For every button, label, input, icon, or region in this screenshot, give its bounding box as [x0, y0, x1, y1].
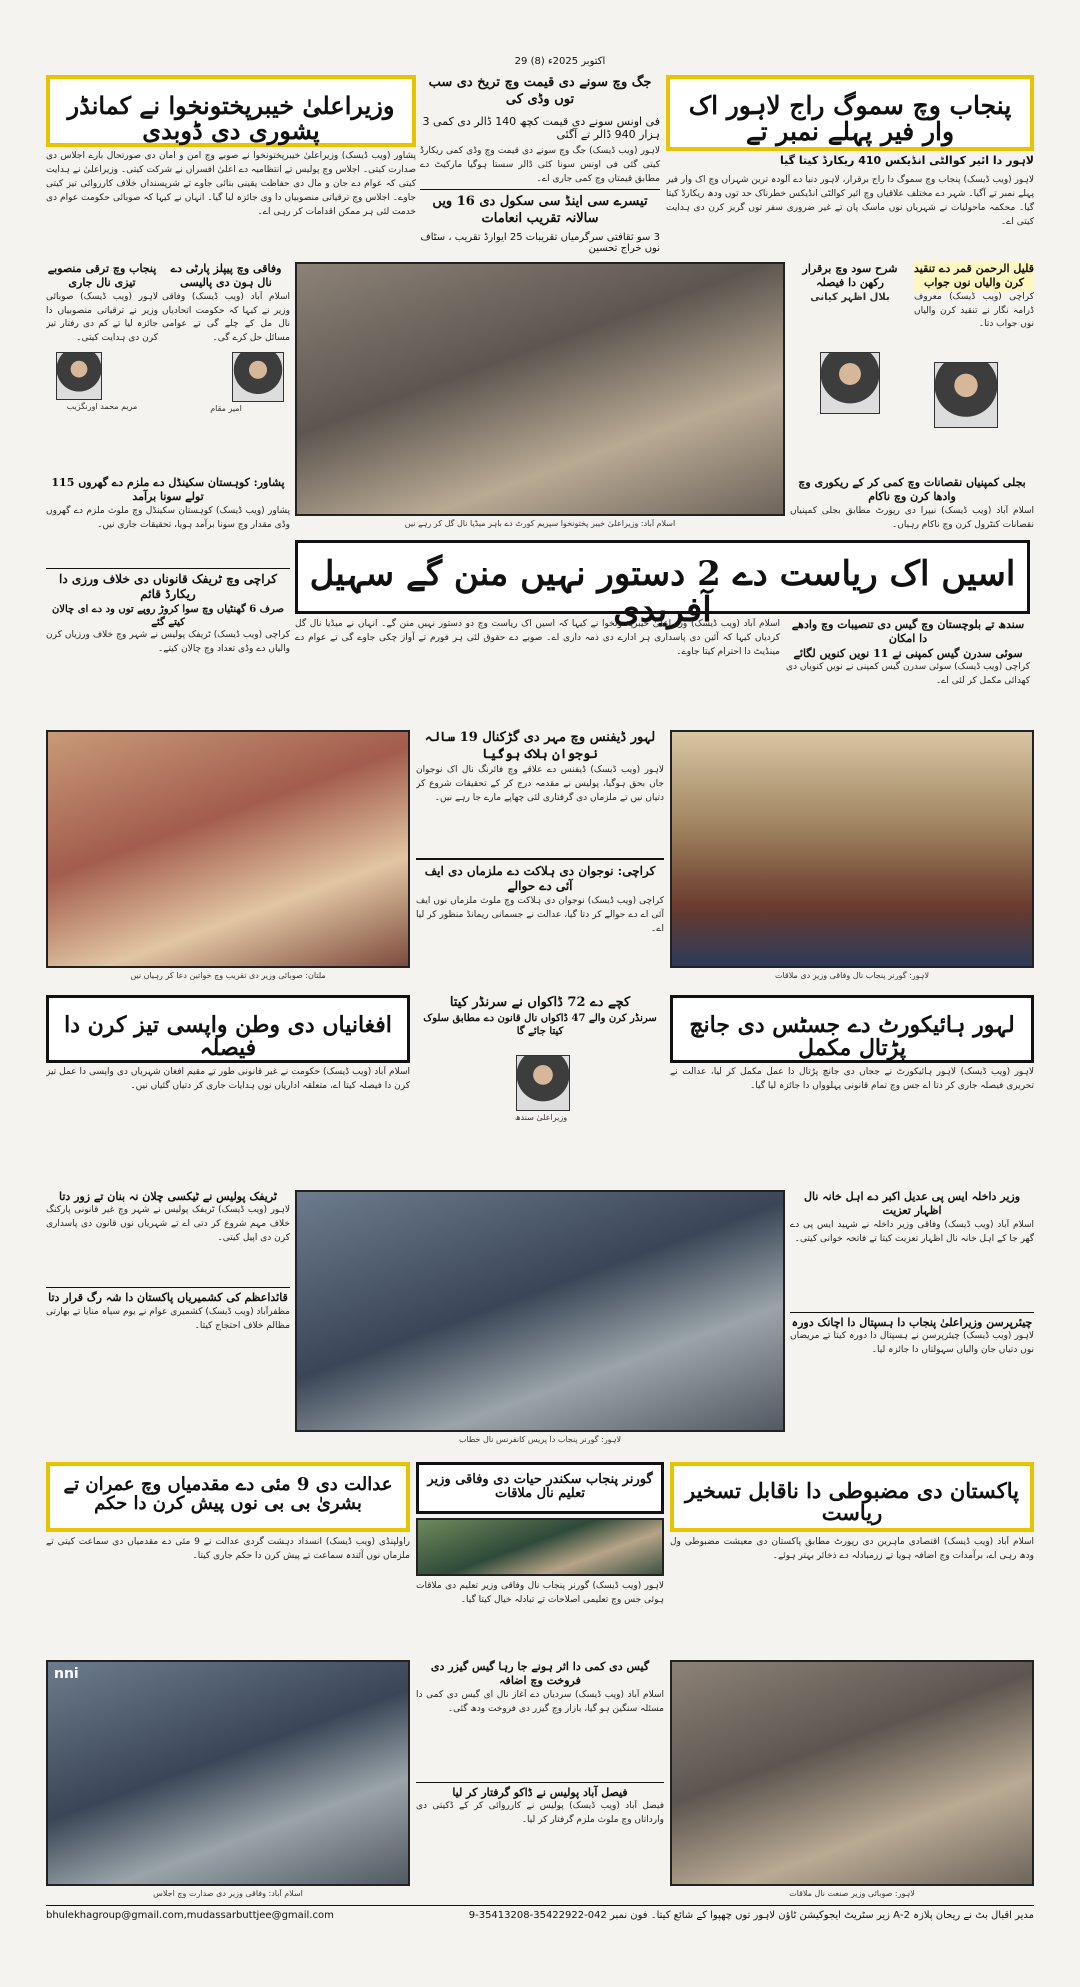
bottom-center-headline-box — [416, 1462, 664, 1514]
bottom-right-caption: لاہور: صوبائی وزیر صنعت نال ملاقات — [789, 1889, 915, 1898]
portrait-photo — [934, 362, 998, 428]
bottom-left-headline-box — [46, 1462, 410, 1532]
bottom-center-headline: گورنر پنجاب سکندر حیات دی وفاقی وزیر تعلیم نال ملاقات — [427, 1472, 653, 1501]
big-headline-box — [295, 540, 1030, 630]
watermark: nni — [54, 1666, 79, 1682]
top-left-headline-box — [46, 75, 416, 147]
bottom-right-headline-box — [670, 1462, 1034, 1532]
right-story-3: سوئی سدرن گیس کمپنی نے 11 نویں کنویں لگائے — [793, 646, 1023, 660]
right-photo-caption: لاہور: گورنر پنجاب نال وفاقی وزیر دی ملاقات — [774, 971, 930, 980]
bottom-center-photo — [416, 1518, 664, 1576]
right-photo — [670, 730, 1034, 968]
lower-right-story: وزیر داخلہ ایس پی عدیل اکبر دے اہل خانہ نال اظہار تعزیت — [803, 1190, 1021, 1218]
main-photo — [295, 262, 785, 516]
lower-center-photo-caption: لاہور: گورنر پنجاب دا پریس کانفرنس نال خطاب — [458, 1435, 622, 1444]
footer-imprint: مدیر اقبال بٹ نے ریحان پلازہ 2-A زیر سٹریٹ ایجوکیشن ٹاؤن لاہور توں چھپوا کے شائع کیتا۔ فون نمبر 042-35422922-35413208-9 — [468, 1910, 1034, 1921]
mid-left-column-1: پنجاب وچ ترقی منصوبے تیزی نال جاری لاہور (ویب ڈیسک) صوبائی وزیر نے ترقیاتی منصوبیاں دا جائزہ لیا تے کم دی رفتار تیز کرن دی ہدایت کیتی۔ مریم محمد اورنگزیب — [46, 262, 158, 411]
top-right-body: لاہور (ویب ڈیسک) پنجاب وچ سموگ دا راج برقرار، لاہور دنیا دے آلودہ ترین شہراں وچ اک وار فیر پہلے نمبر تے آگیا۔ شہر دے مختلف علاقیاں وچ ائیر کوالٹی انڈیکس خطرناک حد توں ودھ ریکارڈ کیتا گیا۔ محکمہ ماحولیات نے شہریاں نوں ماسک پان تے غیر ضروری سفر توں گریز کرن دی ہدایت کیتی اے۔ — [666, 175, 1034, 227]
newspaper-page: 29 اکتوبر 2025ء (8) وزیراعلیٰ خیبرپختونخوا نے کمانڈر پشوری دی ڈوبدی پنجاب وچ سموگ راج لاہور اک وار فیر پہلے نمبر تے جگ وچ سونے دی قیمت وچ تریخ دی سب توں وڈی کی فی اونس سونے دی قیمت کچھ 140 ڈالر دی کمی 3 ہزار 940 ڈالر تے آگئی لاہور (ویب ڈیسک) جگ وچ سونے دی قیمت وچ وڈی کمی ریکارڈ کیتی گئی فی اونس سونا کئی ڈالر سستا ہوگیا مارکیٹ دے مطابق قیمتاں وچ کمی جاری اے۔ تیسرے سی اینڈ سی سکول دی 16 ویں سالانہ تقریب انعامات 3 سو ثقافتی سرگرمیاں تقریبات 25 ایوارڈ تقریب ، سٹاف نوں خراج تحسین پشاور (ویب ڈیسک) وزیراعلیٰ خیبرپختونخوا نے صوبے وچ امن و امان دی صورتحال بارے اجلاس دی صدارت کیتی۔ اجلاس وچ پولیس تے انتظامیہ دے اعلیٰ افسراں نے شرکت کیتی۔ وزیراعلیٰ نے ہدایت کیتی کہ عوام دے جان و مال دی حفاظت یقینی بنائی جاوے تے شرپسنداں خلاف کارروائی تیز کیتی جاوے۔ اجلاس وچ ترقیاتی منصوبیاں دا وی جائزہ لیا گیا۔ انہاں نے کیہا کہ صوبائی حکومت عوام دی خدمت لئی ہر ممکن اقدامات کر رہی اے۔ لاہور دا ائیر کوالٹی انڈیکس 410 ریکارڈ کیتا گیا لاہور (ویب ڈیسک) پنجاب وچ سموگ دا راج برقرار، لاہور دنیا دے آلودہ ترین شہراں وچ اک وار فیر پہلے نمبر تے آگیا۔ شہر دے مختلف علاقیاں وچ ائیر کوالٹی انڈیکس خطرناک حد توں ودھ ریکارڈ کیتا گیا۔ محکمہ ماحولیات نے شہریاں نوں ماسک پان تے غیر ضروری سفر توں گریز کرن دی ہدایت کیتی اے۔ پنجاب وچ ترقی منصوبے تیزی نال جاری لاہور (ویب ڈیسک) صوبائی وزیر نے ترقیاتی منصوبیاں دا جائزہ لیا تے کم دی رفتار تیز کرن دی ہدایت کیتی۔ مریم محمد اورنگزیب وفاقی وچ پیپلز پارٹی دے نال ہون دی پالیسی اسلام آباد (ویب ڈیسک) وفاقی وزیر نے کیہا کہ حکومت اتحادیاں نال مل کے چلے گی تے عوامی مسائل حل کرے گی۔ امیر مقام اسلام آباد: وزیراعلیٰ خیبر پختونخوا سپریم کورٹ دے باہر میڈیا نال گل کر رہے نیں قلیل الرحمن قمر دے تنقید کرن والیاں نوں جواب کراچی (ویب ڈیسک) معروف ڈرامہ نگار نے تنقید کرن والیاں نوں جواب دتا۔ شرح سود وچ برقرار رکھن دا فیصلہ بلال اظہر کیانی پشاور: کوہستان سکینڈل دے ملزم دے گھروں 115 تولے سونا برآمد پشاور (ویب ڈیسک) کوہستان سکینڈل وچ ملوث ملزم دے گھروں وڈی مقدار وچ سونا برآمد ہویا، تحقیقات جاری نیں۔ کراچی وچ ٹریفک قانوناں دی خلاف ورزی دا ریکارڈ قائم صرف 6 گھنٹیاں وچ سوا کروڑ روپے توں ود دے ای چالان کیتے گئے کراچی (ویب ڈیسک) ٹریفک پولیس نے شہر وچ خلاف ورزیاں کرن والیاں دے وڈی تعداد وچ چالان کیتے۔ اسیں اک ریاست دے 2 دستور نہیں منن گے سہیل آفریدی بجلی کمپنیاں نقصانات وچ کمی کر کے ریکوری وچ وادھا کرن وچ ناکام اسلام آباد (ویب ڈیسک) نیپرا دی رپورٹ مطابق بجلی کمپنیاں نقصانات کنٹرول کرن وچ ناکام رہیاں۔ سندھ تے بلوچستان وچ گیس دی تنصیبات وچ وادھے دا امکان سوئی سدرن گیس کمپنی نے 11 نویں کنویں لگائے کراچی (ویب ڈیسک) سوئی سدرن گیس کمپنی نے نویں کنویاں دی کھدائی مکمل کر لئی اے۔ اسلام آباد (ویب ڈیسک) وزیراعلیٰ خیبرپختونخوا نے کیہا کہ اسیں اک ریاست وچ دو دستور نہیں منن گے۔ انہاں نے میڈیا نال گل کردیاں کیہا کہ آئین دی پاسداری ہر ادارے دی ذمہ داری اے۔ صوبے دے حقوق لئی ہر فورم تے آواز چکی جاوے گی تے عوام دے مینڈیٹ دا احترام کیتا جاوے۔ ملتان: صوبائی وزیر دی تقریب وچ خواتین دعا کر رہیاں نیں لاہور: گورنر پنجاب نال وفاقی وزیر دی ملاقات لہور ڈیفنس وچ مہر دی گڑکنال 19 سالہ نوجوان ہلاک ہوگیا لاہور (ویب ڈیسک) ڈیفنس دے علاقے وچ فائرنگ نال اک نوجوان جاں بحق ہوگیا، پولیس نے مقدمہ درج کر کے تحقیقات شروع کر دتیاں نیں تے ملزماں دی گرفتاری لئی چھاپے مارے جا رہے نیں۔ کراچی: نوجوان دی ہلاکت دے ملزماں دی ایف آئی دے حوالے کراچی (ویب ڈیسک) نوجوان دی ہلاکت وچ ملوث ملزماں نوں ایف آئی اے دے حوالے کر دتا گیا، عدالت نے جسمانی ریمانڈ منظور کر لیا اے۔ لہور ہائیکورٹ دے جسٹس دی جانچ پڑتال مکمل افغانیاں دی وطن واپسی تیز کرن دا فیصلہ کچے دے 72 ڈاکواں نے سرنڈر کیتا سرنڈر کرن والے 47 ڈاکواں نال قانون دے مطابق سلوک کیتا جائے گا وزیراعلیٰ سندھ لاہور (ویب ڈیسک) لاہور ہائیکورٹ نے ججاں دی جانچ پڑتال دا عمل مکمل کر لیا، عدالت نے تحریری فیصلہ جاری کر دتا اے جس وچ تمام قانونی پہلوواں دا جائزہ لیا گیا۔ اسلام آباد (ویب ڈیسک) حکومت نے غیر قانونی طور تے مقیم افغان شہریاں دی واپسی دا عمل تیز کرن دا فیصلہ کیتا اے، متعلقہ اداریاں نوں ہدایات جاری کر دتیاں گئیاں نیں۔ لاہور: گورنر پنجاب دا پریس کانفرنس نال خطاب ٹریفک پولیس نے ٹیکسی چلان نہ بنان تے زور دتا لاہور (ویب ڈیسک) ٹریفک پولیس نے شہر وچ غیر قانونی پارکنگ خلاف مہم شروع کر دتی اے تے شہریاں نوں قانون دی پاسداری کرن دی اپیل کیتی۔ قائداعظم کی کشمیریاں پاکستان دا شہ رگ قرار دتا مظفرآباد (ویب ڈیسک) کشمیری عوام نے یوم سیاہ منایا تے بھارتی مظالم خلاف احتجاج کیتا۔ وزیر داخلہ ایس پی عدیل اکبر دے اہل خانہ نال اظہار تعزیت اسلام آباد (ویب ڈیسک) وفاقی وزیر داخلہ نے شہید ایس پی دے گھر جا کے اہل خانہ نال اظہار تعزیت کیتا تے فاتحہ خوانی کیتی۔ چیئرپرسن وزیراعلیٰ پنجاب دا ہسپتال دا اچانک دورہ لاہور (ویب ڈیسک) چیئرپرسن نے ہسپتال دا دورہ کیتا تے مریضاں نوں دتیاں جان والیاں سہولتاں دا جائزہ لیا۔ پاکستان دی مضبوطی دا ناقابل تسخیر ریاست عدالت دی 9 مئی دے مقدمیاں وچ عمران تے بشریٰ بی بی نوں پیش کرن دا حکم گورنر پنجاب سکندر حیات دی وفاقی وزیر تعلیم نال ملاقات اسلام آباد (ویب ڈیسک) اقتصادی ماہرین دی رپورٹ مطابق پاکستان دی معیشت مضبوطی ول ودھ رہی اے، برآمدات وچ اضافہ ہویا تے زرمبادلہ دے ذخائر بہتر ہوئے۔ راولپنڈی (ویب ڈیسک) انسداد دہشت گردی عدالت نے 9 مئی دے مقدمیاں دی سماعت کیتی تے ملزماں نوں آئندہ سماعت تے پیش کرن دا حکم جاری کیتا۔ لاہور (ویب ڈیسک) گورنر پنجاب نال وفاقی وزیر تعلیم دی ملاقات ہوئی جس وچ تعلیمی اصلاحات تے تبادلہ خیال کیتا گیا۔ nni اسلام آباد: وفاقی وزیر دی صدارت وچ اجلاس لاہور: صوبائی وزیر صنعت نال ملاقات گیس دی کمی دا اثر ہونے جا رہا گیس گیزر دی فروخت وچ اضافہ اسلام آباد (ویب ڈیسک) سردیاں دے آغاز نال ای گیس دی کمی دا مسئلہ سنگین ہو گیا، بازار وچ گیزر دی فروخت ودھ گئی۔ فیصل آباد پولیس نے ڈاکو گرفتار کر لیا فیصل آباد (ویب ڈیسک) پولیس نے کارروائی کر کے ڈکیتی دی وارداتاں وچ ملوث ملزم گرفتار کر لیا۔ bhulekhagroup@gmail.com,mudassarbuttjee@gmail.com مدیر اقبال بٹ نے ریحان پلازہ 2-A زیر سٹریٹ ایجوکیشن ٹاؤن لاہور توں چھپوا کے شائع کیتا۔ فون نمبر 042-35422922-35413208-9 — [0, 0, 1080, 1987]
name-right: امیر مقام — [210, 404, 242, 413]
mid-left-headline-1: پنجاب وچ ترقی منصوبے تیزی نال جاری — [47, 262, 157, 290]
bottom-right-photo — [670, 1660, 1034, 1886]
lower-left-headline-box — [46, 995, 410, 1063]
footer — [46, 1910, 1034, 1930]
mid-right-story: بجلی کمپنیاں نقصانات وچ کمی کر کے ریکوری وچ وادھا کرن وچ ناکام اسلام آباد (ویب ڈیسک) نیپرا دی رپورٹ مطابق بجلی کمپنیاں نقصانات کنٹرول کرن وچ ناکام رہیاں۔ — [790, 476, 1034, 530]
left-photo — [46, 730, 410, 968]
masthead — [500, 56, 620, 72]
top-right-headline-box — [666, 75, 1034, 151]
lower-right-story-2: چیئرپرسن وزیراعلیٰ پنجاب دا ہسپتال دا اچانک دورہ — [791, 1315, 1033, 1329]
mid-left-stories: پشاور: کوہستان سکینڈل دے ملزم دے گھروں 115 تولے سونا برآمد پشاور (ویب ڈیسک) کوہستان سکینڈل وچ ملوث ملزم دے گھروں وڈی مقدار وچ سونا برآمد ہویا، تحقیقات جاری نیں۔ کراچی وچ ٹریفک قانوناں دی خلاف ورزی دا ریکارڈ قائم صرف 6 گھنٹیاں وچ سوا کروڑ روپے توں ود دے ای چالان کیتے گئے کراچی (ویب ڈیسک) ٹریفک پولیس نے شہر وچ خلاف ورزیاں کرن والیاں دے وڈی تعداد وچ چالان کیتے۔ — [46, 476, 290, 654]
center-headline-3: کچے دے 72 ڈاکواں نے سرنڈر کیتا — [449, 995, 631, 1010]
top-right-story — [666, 154, 1034, 258]
lower-right-headline: لہور ہائیکورٹ دے جسٹس دی جانچ پڑتال مکمل — [689, 1012, 1015, 1062]
aqi-sub: لاہور دا ائیر کوالٹی انڈیکس 410 ریکارڈ کیتا گیا — [779, 154, 1034, 167]
left-story-2: کراچی وچ ٹریفک قانوناں دی خلاف ورزی دا ریکارڈ قائم — [59, 571, 277, 602]
main-photo-caption: اسلام آباد: وزیراعلیٰ خیبر پختونخوا سپریم کورٹ دے باہر میڈیا نال گل کر رہے نیں — [404, 519, 676, 528]
bottom-right-headline: پاکستان دی مضبوطی دا ناقابل تسخیر ریاست — [684, 1478, 1019, 1526]
right-story-1: بجلی کمپنیاں نقصانات وچ کمی کر کے ریکوری وچ وادھا کرن وچ ناکام — [798, 476, 1026, 504]
big-headline-story: سندھ تے بلوچستان وچ گیس دی تنصیبات وچ وادھے دا امکان سوئی سدرن گیس کمپنی نے 11 نویں کنویں لگائے کراچی (ویب ڈیسک) سوئی سدرن گیس کمپنی نے نویں کنویاں دی کھدائی مکمل کر لئی اے۔ اسلام آباد (ویب ڈیسک) وزیراعلیٰ خیبرپختونخوا نے کیہا کہ اسیں اک ریاست وچ دو دستور نہیں منن گے۔ انہاں نے میڈیا نال گل کردیاں کیہا کہ آئین دی پاسداری ہر ادارے دی ذمہ داری اے۔ صوبے دے حقوق لئی ہر فورم تے آواز چکی جاوے گی تے عوام دے مینڈیٹ دا احترام کیتا جاوے۔ — [295, 618, 1030, 686]
mid-right-columns: قلیل الرحمن قمر دے تنقید کرن والیاں نوں جواب کراچی (ویب ڈیسک) معروف ڈرامہ نگار نے تنقید کرن والیاں نوں جواب دتا۔ شرح سود وچ برقرار رکھن دا فیصلہ بلال اظہر کیانی — [790, 262, 1034, 470]
left-story-1: پشاور: کوہستان سکینڈل دے ملزم دے گھروں 115 تولے سونا برآمد — [51, 476, 285, 504]
lower-left-story-2: قائداعظم کی کشمیریاں پاکستان دا شہ رگ قرار دتا — [48, 1291, 288, 1305]
footer-email: bhulekhagroup@gmail.com,mudassarbuttjee@gmail.com — [46, 1910, 334, 1921]
footer-rule — [46, 1905, 1034, 1906]
middle-sub-2: 3 سو ثقافتی سرگرمیاں تقریبات 25 ایوارڈ تقریب ، سٹاف نوں خراج تحسین — [420, 231, 660, 254]
name-left: مریم محمد اورنگزیب — [66, 402, 138, 411]
left-photo-caption: ملتان: صوبائی وزیر دی تقریب وچ خواتین دعا کر رہیاں نیں — [130, 971, 326, 980]
page-date: 29 اکتوبر 2025ء — [514, 56, 606, 67]
middle-headline-1: جگ وچ سونے دی قیمت وچ تریخ دی سب توں وڈی کی — [428, 75, 652, 107]
lower-center-photo — [295, 1190, 785, 1432]
lower-left-story: ٹریفک پولیس نے ٹیکسی چلان نہ بنان تے زور دتا — [59, 1190, 277, 1203]
lower-left-headline: افغانیاں دی وطن واپسی تیز کرن دا فیصلہ — [64, 1012, 392, 1062]
bottom-left-headline: عدالت دی 9 مئی دے مقدمیاں وچ عمران تے بشریٰ بی بی نوں پیش کرن دا حکم — [63, 1474, 393, 1514]
top-right-headline: پنجاب وچ سموگ راج لاہور اک وار فیر پہلے نمبر تے — [688, 91, 1012, 147]
bottom-center-stories: گیس دی کمی دا اثر ہونے جا رہا گیس گیزر دی فروخت وچ اضافہ اسلام آباد (ویب ڈیسک) سردیاں دے آغاز نال ای گیس دی کمی دا مسئلہ سنگین ہو گیا، بازار وچ گیزر دی فروخت ودھ گئی۔ فیصل آباد پولیس نے ڈاکو گرفتار کر لیا فیصل آباد (ویب ڈیسک) پولیس نے کارروائی کر کے ڈکیتی دی وارداتاں وچ ملوث ملزم گرفتار کر لیا۔ — [416, 1660, 664, 1825]
top-left-body: پشاور (ویب ڈیسک) وزیراعلیٰ خیبرپختونخوا نے صوبے وچ امن و امان دی صورتحال بارے اجلاس دی صدارت کیتی۔ اجلاس وچ پولیس تے انتظامیہ دے اعلیٰ افسراں نے شرکت کیتی۔ وزیراعلیٰ نے ہدایت کیتی کہ عوام دے جان و مال دی حفاظت یقینی بنائی جاوے تے شرپسنداں خلاف کارروائی تیز کیتی جاوے۔ اجلاس وچ ترقیاتی منصوبیاں دا وی جائزہ لیا گیا۔ انہاں نے کیہا کہ صوبائی حکومت عوام دی خدمت لئی ہر ممکن اقدامات کر رہی اے۔ — [46, 151, 416, 217]
middle-sub-1: فی اونس سونے دی قیمت کچھ 140 ڈالر دی کمی 3 ہزار 940 ڈالر تے آگئی — [422, 114, 660, 141]
center-headline-2: کراچی: نوجوان دی ہلاکت دے ملزماں دی ایف آئی دے حوالے — [424, 863, 656, 894]
big-headline: اسیں اک ریاست دے 2 دستور نہیں منن گے — [405, 554, 1016, 594]
lower-center-column: لہور ڈیفنس وچ مہر دی گڑکنال 19 سالہ نوجوان ہلاک ہوگیا لاہور (ویب ڈیسک) ڈیفنس دے علاقے وچ فائرنگ نال اک نوجوان جاں بحق ہوگیا، پولیس نے مقدمہ درج کر کے تحقیقات شروع کر دتیاں نیں تے ملزماں دی گرفتاری لئی چھاپے مارے جا رہے نیں۔ کراچی: نوجوان دی ہلاکت دے ملزماں دی ایف آئی دے حوالے کراچی (ویب ڈیسک) نوجوان دی ہلاکت وچ ملوث ملزماں نوں ایف آئی اے دے حوالے کر دتا گیا، عدالت نے جسمانی ریمانڈ منظور کر لیا اے۔ — [416, 730, 664, 934]
mid-left-column-2: وفاقی وچ پیپلز پارٹی دے نال ہون دی پالیسی اسلام آباد (ویب ڈیسک) وفاقی وزیر نے کیہا کہ حکومت اتحادیاں نال مل کے چلے گی تے عوامی مسائل حل کرے گی۔ امیر مقام — [162, 262, 290, 413]
big-headline-name: سہیل آفریدی — [309, 554, 712, 630]
bottom-center-story-1: گیس دی کمی دا اثر ہونے جا رہا گیس گیزر دی فروخت وچ اضافہ — [430, 1660, 650, 1688]
lower-left-stories: ٹریفک پولیس نے ٹیکسی چلان نہ بنان تے زور دتا لاہور (ویب ڈیسک) ٹریفک پولیس نے شہر وچ غیر قانونی پارکنگ خلاف مہم شروع کر دتی اے تے شہریاں نوں قانون دی پاسداری کرن دی اپیل کیتی۔ قائداعظم کی کشمیریاں پاکستان دا شہ رگ قرار دتا مظفرآباد (ویب ڈیسک) کشمیری عوام نے یوم سیاہ منایا تے بھارتی مظالم خلاف احتجاج کیتا۔ — [46, 1190, 290, 1331]
top-left-headline: وزیراعلیٰ خیبرپختونخوا نے کمانڈر پشوری دی ڈوبدی — [67, 91, 395, 146]
bottom-left-photo — [46, 1660, 410, 1886]
center-name: وزیراعلیٰ سندھ — [514, 1113, 568, 1122]
bottom-left-caption: اسلام آباد: وفاقی وزیر دی صدارت وچ اجلاس — [153, 1889, 303, 1898]
center-headline-1: لہور ڈیفنس وچ مہر دی گڑکنال 19 سالہ نوجوان ہلاک ہوگیا — [424, 730, 656, 762]
mid-right-headline-1: قلیل الرحمن قمر دے تنقید کرن والیاں نوں جواب — [914, 262, 1034, 290]
top-middle-column — [420, 75, 660, 257]
right-story-2: سندھ تے بلوچستان وچ گیس دی تنصیبات وچ وادھے دا امکان — [791, 618, 1025, 646]
lower-right-stories: وزیر داخلہ ایس پی عدیل اکبر دے اہل خانہ نال اظہار تعزیت اسلام آباد (ویب ڈیسک) وفاقی وزیر داخلہ نے شہید ایس پی دے گھر جا کے اہل خانہ نال اظہار تعزیت کیتا تے فاتحہ خوانی کیتی۔ چیئرپرسن وزیراعلیٰ پنجاب دا ہسپتال دا اچانک دورہ لاہور (ویب ڈیسک) چیئرپرسن نے ہسپتال دا دورہ کیتا تے مریضاں نوں دتیاں جان والیاں سہولتاں دا جائزہ لیا۔ — [790, 1190, 1034, 1355]
mid-left-headline-2: وفاقی وچ پیپلز پارٹی دے نال ہون دی پالیسی — [170, 262, 282, 290]
lower-right-headline-box — [670, 995, 1034, 1063]
middle-body-1: لاہور (ویب ڈیسک) جگ وچ سونے دی قیمت وچ وڈی کمی ریکارڈ کیتی گئی فی اونس سونا کئی ڈالر سستا ہوگیا مارکیٹ دے مطابق قیمتاں وچ کمی جاری اے۔ — [420, 145, 660, 184]
left-story-3: صرف 6 گھنٹیاں وچ سوا کروڑ روپے توں ود دے ای چالان کیتے گئے — [51, 603, 285, 628]
mid-right-headline-2: شرح سود وچ برقرار رکھن دا فیصلہ — [802, 262, 898, 290]
portrait-photo — [232, 352, 284, 402]
portrait-photo — [820, 352, 880, 414]
lower-center-column-2 — [416, 995, 664, 1185]
portrait-photo — [56, 352, 102, 400]
bottom-center-story-2: فیصل آباد پولیس نے ڈاکو گرفتار کر لیا — [452, 1785, 628, 1799]
center-headline-4: سرنڈر کرن والے 47 ڈاکواں نال قانون دے مطابق سلوک کیتا جائے گا — [423, 1012, 657, 1037]
right-name: بلال اظہر کیانی — [810, 292, 890, 303]
middle-headline-2: تیسرے سی اینڈ سی سکول دی 16 ویں سالانہ تقریب انعامات — [432, 193, 648, 226]
page-number: (8) — [530, 56, 545, 67]
portrait-photo — [516, 1055, 570, 1111]
